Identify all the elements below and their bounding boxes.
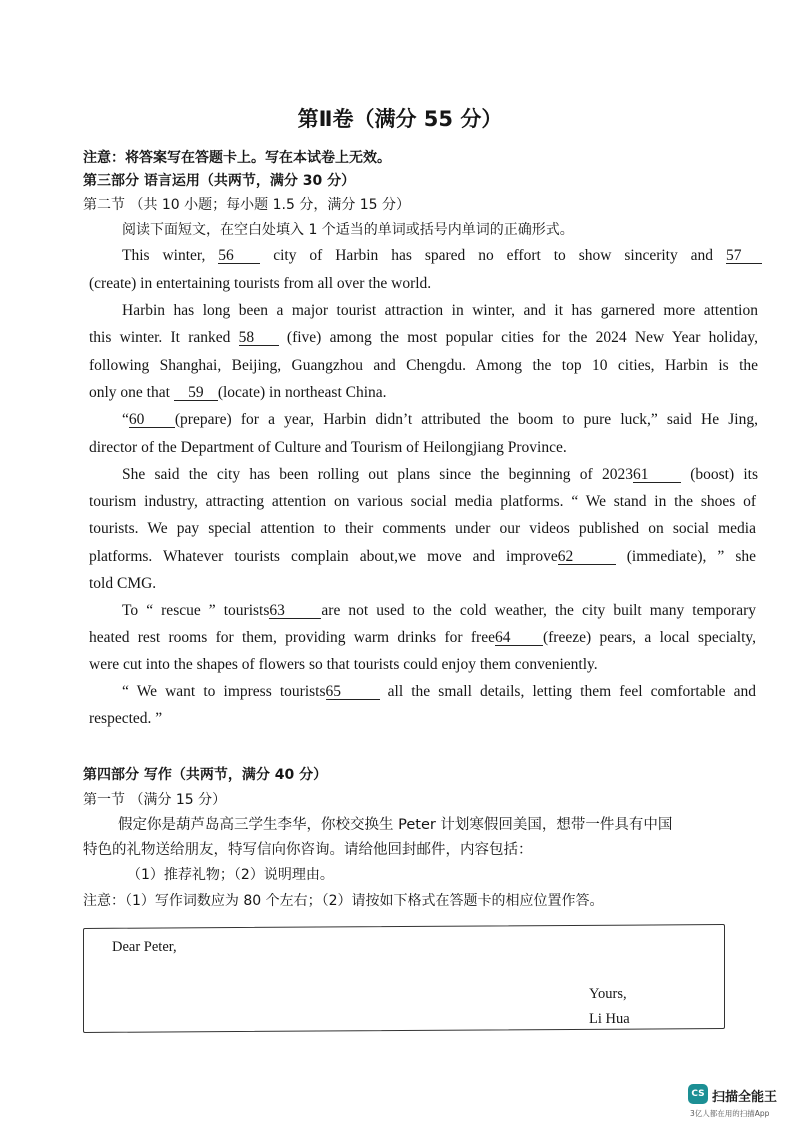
part3-section: 第二节 （共 10 小题；每小题 1.5 分，满分 15 分） bbox=[83, 197, 411, 213]
blank-63: 63 bbox=[269, 603, 321, 619]
passage-line: only one that 59 (locate) in northeast China. bbox=[89, 384, 387, 401]
blank-58: 58 bbox=[239, 330, 279, 346]
answer-notice: 注意：将答案写在答题卡上。写在本试卷上无效。 bbox=[83, 150, 391, 166]
passage-line: To “ rescue ” tourists63 are not used to the cold weather, the city built many temporary bbox=[122, 602, 757, 619]
blank-57: 57 bbox=[726, 248, 762, 264]
part4-heading: 第四部分 写作（共两节，满分 40 分） bbox=[83, 767, 328, 783]
writing-prompt: 假定你是葫芦岛高三学生李华，你校交换生 Peter 计划寒假回美国，想带一件具有中国 bbox=[118, 817, 673, 833]
passage-line: This winter, 56 city of Harbin has spared no effort to show sincerity and 57 bbox=[122, 247, 762, 265]
watermark-name: 扫描全能王 bbox=[712, 1090, 778, 1105]
part3-heading: 第三部分 语言运用（共两节，满分 30 分） bbox=[83, 173, 356, 189]
passage-line: (create) in entertaining tourists from all over the world. bbox=[89, 275, 432, 292]
blank-62: 62 bbox=[558, 549, 616, 565]
blank-64: 64 bbox=[495, 630, 543, 646]
part3-instruction: 阅读下面短文，在空白处填入 1 个适当的单词或括号内单词的正确形式。 bbox=[122, 222, 574, 238]
passage-line: told CMG. bbox=[89, 575, 157, 592]
writing-note: 注意：（1）写作词数应为 80 个左右；（2）请按如下格式在答题卡的相应位置作答。 bbox=[83, 893, 604, 909]
blank-56: 56 bbox=[218, 248, 260, 264]
passage-line: tourism industry, attracting attention on various social media platforms. “ We stand in the shoes of bbox=[89, 493, 756, 510]
watermark-tagline: 3亿人都在用的扫描App bbox=[690, 1109, 770, 1118]
passage-line: “ We want to impress tourists65 all the small details, letting them feel comfortable and bbox=[122, 683, 757, 700]
passage-line: this winter. It ranked 58 (five) among the most popular cities for the 2024 New Year holiday, bbox=[89, 329, 759, 346]
passage-line: following Shanghai, Beijing, Guangzhou and Chengdu. Among the top 10 cities, Harbin is the bbox=[89, 357, 758, 374]
passage-line: “60 (prepare) for a year, Harbin didn’t attributed the boom to pure luck,” said He Jing, bbox=[122, 411, 758, 428]
writing-points: （1）推荐礼物；（2）说明理由。 bbox=[127, 867, 334, 883]
blank-60: 60 bbox=[129, 412, 175, 428]
passage-line: tourists. We pay special attention to their comments under our videos published on social media bbox=[89, 520, 756, 537]
letter-signature: Li Hua bbox=[589, 1011, 630, 1027]
passage-line: respected. ” bbox=[89, 710, 163, 727]
passage-line: heated rest rooms for them, providing warm drinks for free64 (freeze) pears, a local specialty, bbox=[89, 629, 756, 646]
part4-section: 第一节 （满分 15 分） bbox=[83, 792, 227, 808]
blank-65: 65 bbox=[326, 684, 380, 700]
passage-line: Harbin has long been a major tourist attraction in winter, and it has garnered more attention bbox=[122, 302, 758, 319]
letter-salutation: Dear Peter, bbox=[112, 939, 177, 955]
cs-logo-icon: CS bbox=[688, 1084, 708, 1104]
page-title: 第Ⅱ卷（满分 55 分） bbox=[297, 107, 503, 131]
passage-line: She said the city has been rolling out plans since the beginning of 202361 (boost) its bbox=[122, 466, 758, 483]
letter-closing: Yours, bbox=[589, 986, 627, 1002]
passage-line: director of the Department of Culture and Tourism of Heilongjiang Province. bbox=[89, 439, 567, 456]
blank-61: 61 bbox=[633, 467, 681, 483]
passage-line: were cut into the shapes of flowers so that tourists could enjoy them conveniently. bbox=[89, 656, 598, 673]
writing-prompt: 特色的礼物送给朋友，特写信向你咨询。请给他回封邮件，内容包括： bbox=[83, 842, 533, 858]
blank-59: 59 bbox=[174, 385, 218, 401]
passage-line: platforms. Whatever tourists complain about,we move and improve62 (immediate), ” she bbox=[89, 548, 756, 565]
